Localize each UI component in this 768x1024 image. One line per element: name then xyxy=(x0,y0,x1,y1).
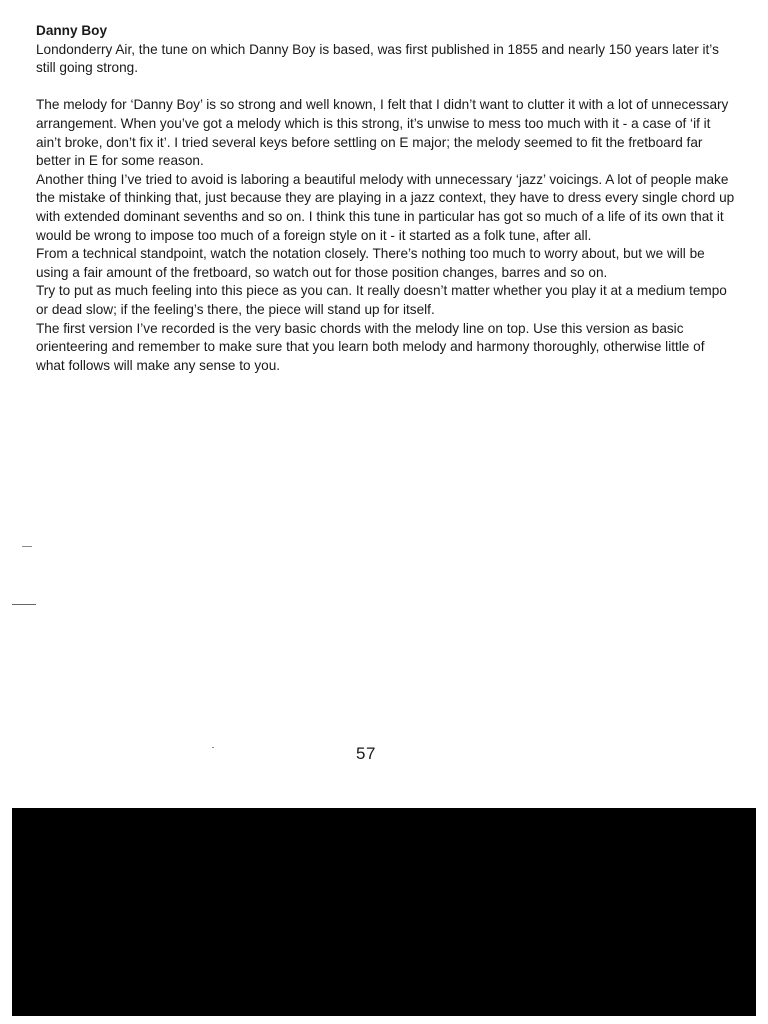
paragraph-feeling: Try to put as much feeling into this piece as you can. It really doesn’t matter whether you play it at a medium tempo or dead slow; if the feeling’s there, the piece will stand up for itself. xyxy=(36,283,727,317)
paragraph-melody: The melody for ‘Danny Boy’ is so strong and well known, I felt that I didn’t want to clutter it with a lot of unnecessary arrangement. When you’ve got a melody which is this strong, it’s unwise to mess too much with it - a case of ‘if it ain’t broke, don’t fix it’. I tried several keys before settling on E major; the melody seemed to fit the fretboard far better in E for some reason. xyxy=(36,97,729,169)
paragraph-voicings: Another thing I’ve tried to avoid is laboring a beautiful melody with unnecessary ‘jazz’ voicings. A lot of people make the mistake of thinking that, just because they are playing in a jazz context, they have to dress every single chord up with extended dominant sevenths and so on. I think this tune in particular has got so much of a life of its own that it would be wrong to impose too much of a foreign style on it - it started as a folk tune, after all. xyxy=(36,171,735,243)
article-body xyxy=(36,22,736,375)
scan-black-band xyxy=(12,808,756,1016)
paragraph-technical: From a technical standpoint, watch the notation closely. There’s nothing too much to worry about, but we will be using a fair amount of the fretboard, so watch out for those position changes, barres and so on. xyxy=(36,246,705,280)
page-number: 57 xyxy=(356,744,376,763)
scan-speck xyxy=(212,747,214,748)
paragraph-spacer xyxy=(36,78,736,97)
paragraph-intro: Londonderry Air, the tune on which Danny Boy is based, was first published in 1855 and nearly 150 years later it’s still going strong. xyxy=(36,41,719,76)
scan-speck xyxy=(12,604,36,605)
paragraph-first-version: The first version I’ve recorded is the very basic chords with the melody line on top. Use this version as basic orienteering and remember to make sure that you learn both melody and harmony thoroughly, otherwise little of what follows will make any sense to you. xyxy=(36,320,705,373)
scan-speck xyxy=(22,546,32,547)
article-title: Danny Boy xyxy=(36,23,108,38)
